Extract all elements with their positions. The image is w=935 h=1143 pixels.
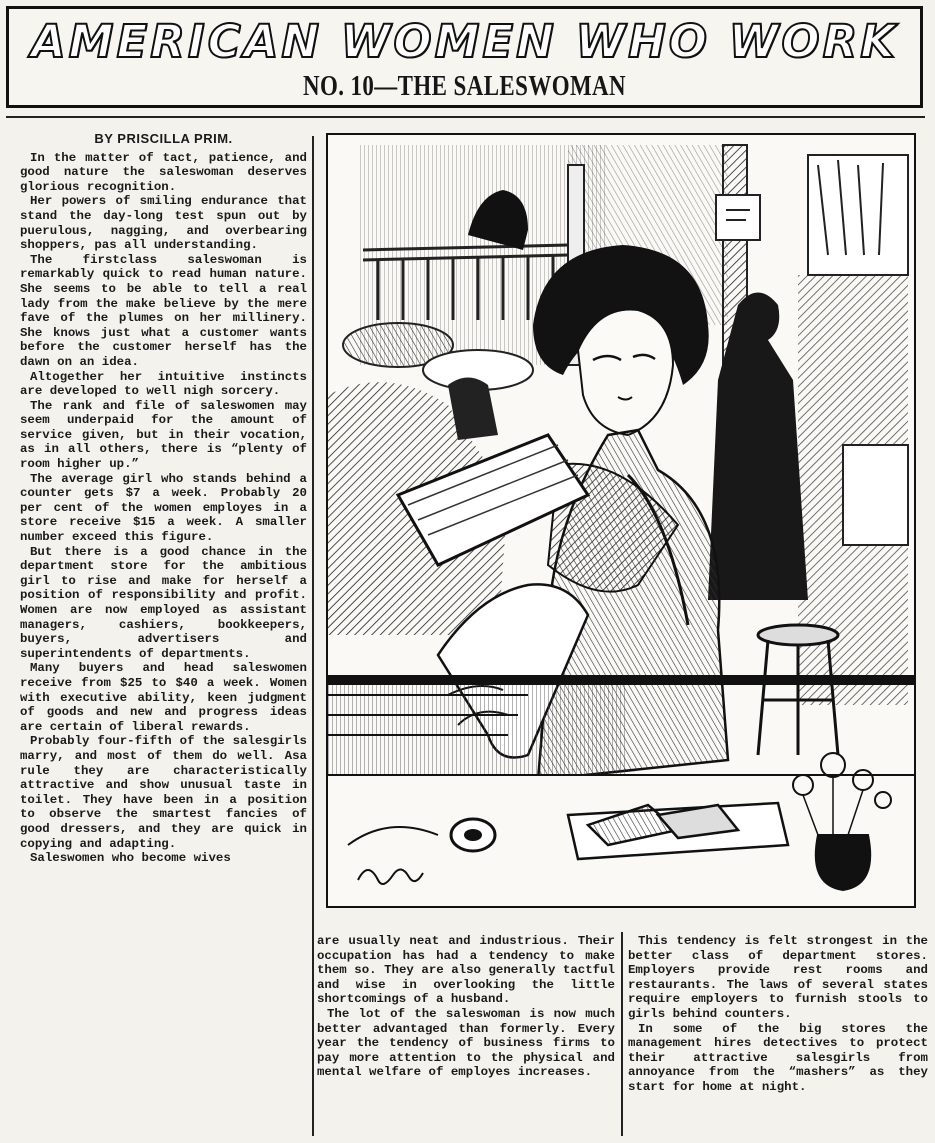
- article-column-1: [20, 132, 307, 866]
- paragraph: But there is a good chance in the department store for the ambitious girl to rise and make for herself a position of responsibility and profit. Women are now employed as assistant managers, cashiers, bookkeepers, buyers, advertisers and superintendents of departments.: [20, 544, 307, 661]
- byline: BY PRISCILLA PRIM.: [94, 131, 233, 146]
- paragraph: The average girl who stands behind a counter gets $7 a week. Probably 20 per cent of the women employes in a store receive $15 a week. A smaller number exceed this figure.: [20, 471, 307, 545]
- paragraph: Altogether her intuitive instincts are developed to well nigh sorcery.: [20, 369, 307, 399]
- column-rule-left: [312, 136, 314, 1136]
- paragraph: Saleswomen who become wives: [30, 851, 231, 866]
- paragraph: Probably four-fifth of the salesgirls marry, and most of them do well. Asa rule they are characteristically attractive and show unusual taste in toilet. They have been in a position to observe the smartest fancies of good dressers, and they are quick in copying and adapting.: [20, 734, 307, 851]
- top-rule: [6, 116, 925, 118]
- paragraph: In some of the big stores the management hires detectives to protect their attractive salesgirls from annoyance from the “mashers” as they start for home at night.: [628, 1021, 928, 1094]
- paragraph: In the matter of tact, patience, and good nature the saleswoman deserves glorious recognition.: [20, 150, 307, 194]
- paragraph: are usually neat and industrious. Their occupation has had a tendency to make them so. They are also generally tactful and wise in overlooking the little shortcomings of a husband.: [317, 934, 615, 1007]
- paragraph: The firstclass saleswoman is remarkably quick to read human nature. She seems to be able to tell a real lady from the make believe by the mere fave of the plumes on her millinery. She knows just what a customer wants before the customer herself has the dawn on an idea.: [20, 252, 307, 369]
- masthead-box: [6, 6, 923, 108]
- counter-edge: [328, 675, 914, 685]
- article-column-2: [317, 934, 615, 1080]
- counter-front: [328, 685, 628, 775]
- article-column-3: [628, 934, 928, 1095]
- paragraph: The lot of the saleswoman is now much better advantaged than formerly. Every year the tendency of business firms to pay more attention to the physical and mental welfare of employes increases.: [317, 1006, 615, 1080]
- column-rule-right: [621, 932, 623, 1136]
- series-title: AMERICAN WOMEN WHO WORK: [30, 15, 899, 68]
- hanging-sign: [716, 195, 760, 240]
- paragraph: Her powers of smiling endurance that stand the day-long test spun out by puerulous, nagging, and overbearing shoppers, pas all understanding.: [20, 194, 307, 253]
- paragraph: This tendency is felt strongest in the better class of department stores. Employers provide rest rooms and restaurants. The laws of several states require employers to furnish stools to girls behind counters.: [628, 934, 928, 1021]
- article-subtitle: NO. 10—THE SALESWOMAN: [302, 71, 627, 102]
- paragraph: Many buyers and head saleswomen receive from $25 to $40 a week. Women with executive ability, keen judgment of goods and new and progress ideas are certain of liberal rewards.: [20, 661, 307, 734]
- paragraph: The rank and file of saleswomen may seem underpaid for the amount of service given, but in their vocation, as in all others, there is “plenty of room higher up.”: [20, 398, 307, 472]
- saleswoman-illustration: [326, 133, 916, 908]
